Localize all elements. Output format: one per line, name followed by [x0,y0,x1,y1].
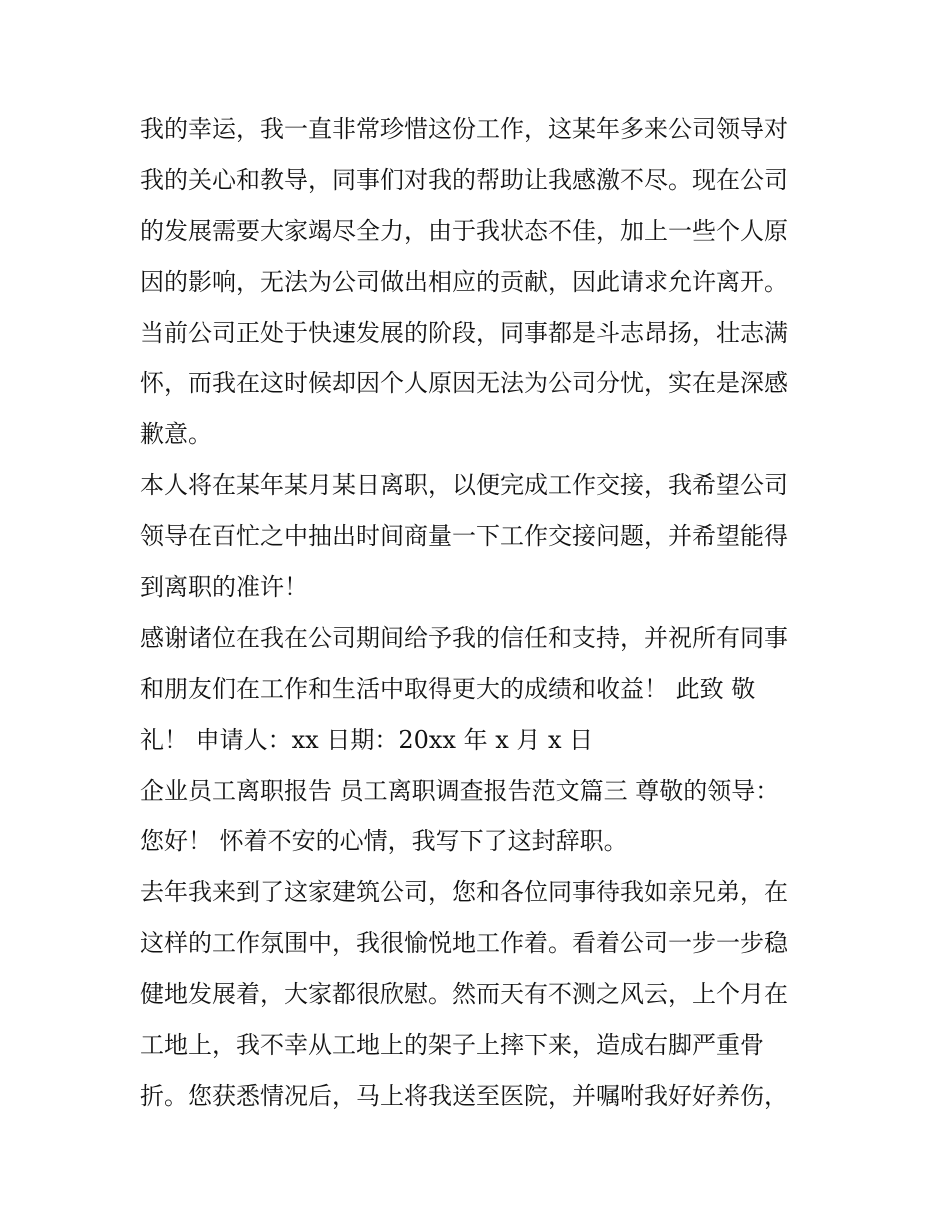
text-line: 感谢诸位在我在公司期间给予我的信任和支持，并祝所有同事 [140,623,788,652]
text-line: 领导在百忙之中抽出时间商量一下工作交接问题，并希望能得 [140,522,788,551]
text-line: 的发展需要大家竭尽全力，由于我状态不佳，加上一些个人原 [140,216,788,245]
text-line: 到离职的准许！ [140,573,308,602]
text-line: 去年我来到了这家建筑公司，您和各位同事待我如亲兄弟，在 [140,878,788,907]
text-line: 工地上，我不幸从工地上的架子上摔下来，造成右脚严重骨 [140,1031,764,1060]
text-line: 这样的工作氛围中，我很愉悦地工作着。看着公司一步一步稳 [140,929,788,958]
text-line: 我的幸运，我一直非常珍惜这份工作，这某年多来公司领导对 [140,115,788,143]
text-line: 因的影响，无法为公司做出相应的贡献，因此请求允许离开。 [140,267,788,296]
text-line: 怀，而我在这时候却因个人原因无法为公司分忧，实在是深感 [140,369,788,398]
text-line: 本人将在某年某月某日离职，以便完成工作交接，我希望公司 [140,471,788,500]
text-line: 歉意。 [140,420,212,449]
text-line: 当前公司正处于快速发展的阶段，同事都是斗志昂扬，壮志满 [140,318,788,347]
text-line: 健地发展着，大家都很欣慰。然而天有不测之风云，上个月在 [140,980,788,1009]
text-line: 折。您获悉情况后，马上将我送至医院，并嘱咐我好好养伤， [140,1081,788,1110]
document-body [140,104,820,1122]
text-line: 和朋友们在工作和生活中取得更大的成绩和收益！ 此致 敬 [140,674,756,703]
text-line: 企业员工离职报告 员工离职调查报告范文篇三 尊敬的领导： [140,776,780,805]
text-line: 您好！ 怀着不安的心情，我写下了这封辞职。 [140,827,628,856]
text-line: 礼！ 申请人：xx 日期：20xx 年 x 月 x 日 [140,725,594,754]
text-line: 我的关心和教导，同事们对我的帮助让我感激不尽。现在公司 [140,165,788,194]
